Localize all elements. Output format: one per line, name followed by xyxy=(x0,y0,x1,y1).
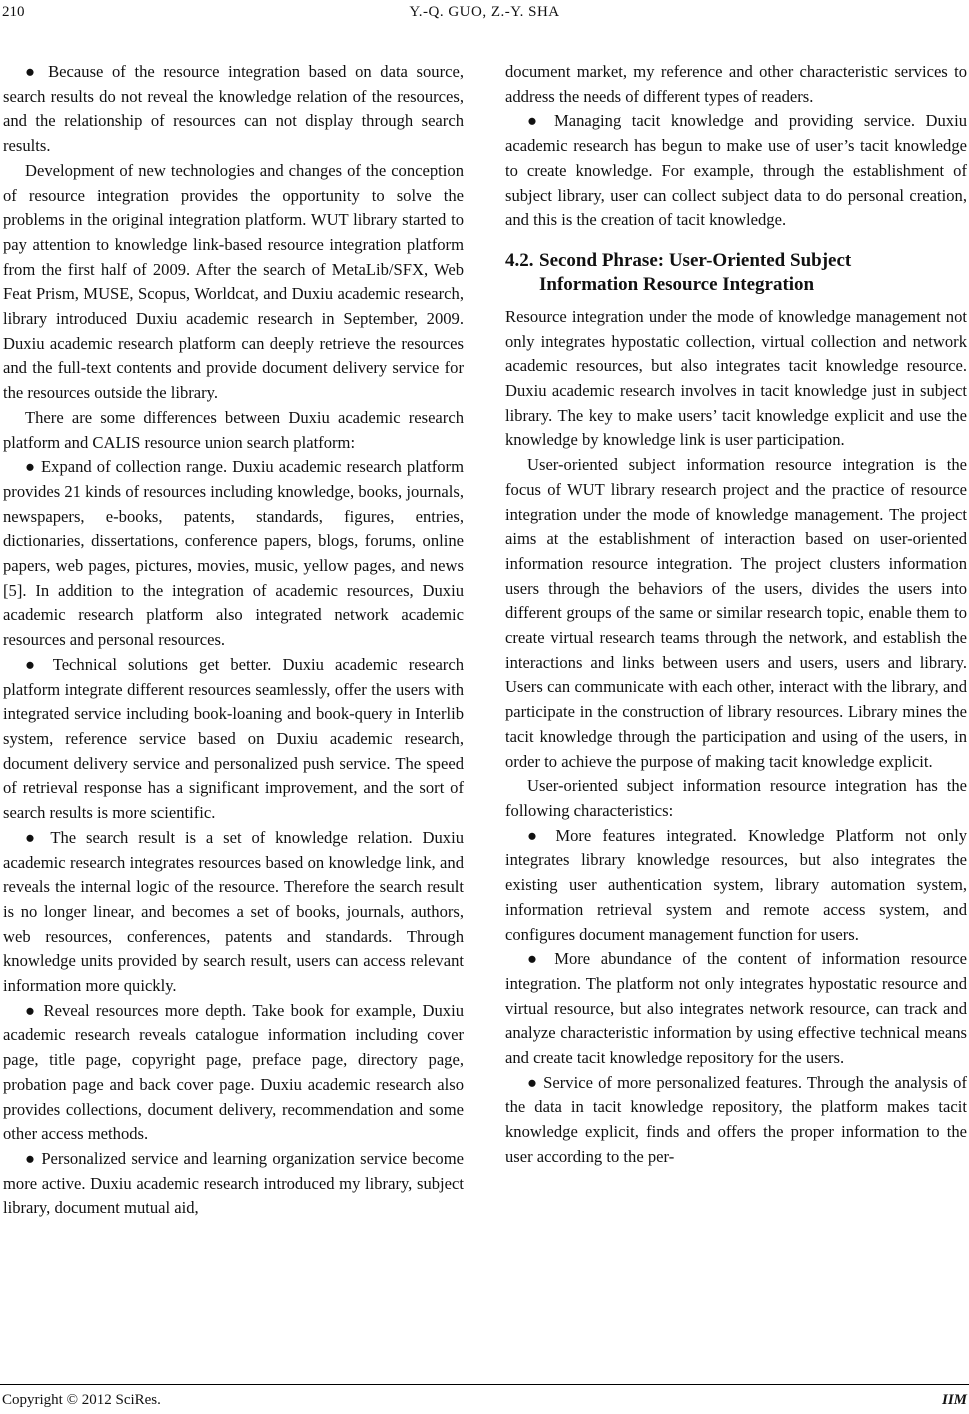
section-number: 4.2. xyxy=(505,249,534,271)
section-title-line1: Second Phrase: User-Oriented Subject xyxy=(539,249,852,271)
left-column xyxy=(3,60,464,1221)
paragraph: User-oriented subject information resource integration has the following characteristics: xyxy=(505,776,967,820)
copyright-notice: Copyright © 2012 SciRes. xyxy=(2,1392,161,1408)
paragraph: ● The search result is a set of knowledge relation. Duxiu academic research integrates resources based on knowledge link, and reveals the internal logic of the resource. Therefore the search result is no longer linear, and becomes a set of books, journals, authors, web resources, conferences, patents and standards. Through knowledge units provided by search result, users can access relevant information more quickly. xyxy=(3,827,464,996)
section-heading xyxy=(505,249,967,297)
right-column xyxy=(505,60,967,1170)
paragraph: ● Technical solutions get better. Duxiu academic research platform integrate different resources seamlessly, offer the users with integrated service including book-loaning and book-query in Interlib system, reference service based on Duxiu academic research, document delivery service and personalized push service. The speed of retrieval response has a significant improvement, and the sort of search results is more scientific. xyxy=(3,654,464,823)
paragraph: ● More features integrated. Knowledge Platform not only integrates library knowledge resources, but also integrates the existing user authentication system, library automation system, information retrieval system and remote access system, and configures document management function for users. xyxy=(505,825,967,944)
running-title: Y.-Q. GUO, Z.-Y. SHA xyxy=(409,4,560,20)
paragraph: ● Expand of collection range. Duxiu academic research platform provides 21 kinds of resources including knowledge, books, journals, newspapers, e-books, patents, standards, figures, entries, dictionaries, dissertations, conference papers, blogs, forums, online papers, web pages, pictures, movies, music, yellow pages, and news [5]. In addition to the integration of academic resources, Duxiu academic research platform also integrated network academic resources and personal resources. xyxy=(3,457,464,650)
paragraph: There are some differences between Duxiu academic research platform and CALIS resource union search platform: xyxy=(3,407,464,452)
footer-divider xyxy=(0,1384,969,1385)
paragraph: ● Reveal resources more depth. Take book for example, Duxiu academic research reveals catalogue information including cover page, title page, copyright page, preface page, directory page, probation page and back cover page. Duxiu academic research also provides collections, document delivery, recommendation and some other access methods. xyxy=(3,1000,464,1144)
section-title-line2: Information Resource Integration xyxy=(539,273,815,295)
paragraph: Resource integration under the mode of knowledge management not only integrates hypostatic collection, virtual collection and network academic resources, but also integrates tacit knowledge resource. Duxiu academic research involves in tacit knowledge just in subject library. The key to make users’ tacit knowledge explicit and use the knowledge by knowledge link is user participation. xyxy=(505,306,967,450)
paragraph: ● More abundance of the content of information resource integration. The platform not only integrates hypostatic resource and virtual resource, but also integrates network resource, can track and analyze characteristic information by using effective technical means and create tacit knowledge repository for the users. xyxy=(505,949,967,1068)
paragraph: ● Managing tacit knowledge and providing service. Duxiu academic research has begun to make use of user’s tacit knowledge to create knowledge. For example, through the establishment of subject library, user can collect subject data to do personal creation, and this is the creation of tacit knowledge. xyxy=(505,111,967,230)
paragraph: Development of new technologies and changes of the conception of resource integration provides the opportunity to solve the problems in the original integration platform. WUT library started to pay attention to knowledge link-based resource integration platform from the first half of 2009. After the search of MetaLib/SFX, Web Feat Prism, MUSE, Scopus, Worldcat, and Duxiu academic research, library introduced Duxiu academic research in September, 2009. Duxiu academic research platform can deeply retrieve the resources and the full-text contents and provide document delivery service for the resources outside the library. xyxy=(3,160,464,403)
paragraph: User-oriented subject information resource integration is the focus of WUT library research project and the practice of resource integration under the mode of knowledge management. The project aims at the establishment of interaction based on user-oriented information resource integration. The project clusters information users through the behaviors of the users, divides the users into different groups of the same or similar research topic, enable them to create virtual research teams through the network, and establish the interactions and links between users and users, users and library. Users can communicate with each other, interact with the library, and participate in the construction of library resources. Library mines the tacit knowledge through the participation and using of the users, in order to achieve the purpose of making tacit knowledge explicit. xyxy=(505,455,967,771)
paragraph: ● Personalized service and learning organization service become more active. Duxiu academic research introduced my library, subject library, document mutual aid, xyxy=(3,1148,464,1218)
journal-abbreviation: IIM xyxy=(941,1392,967,1408)
paragraph: ● Service of more personalized features. Through the analysis of the data in tacit knowledge repository, the platform makes tacit knowledge explicit, finds and offers the proper information to the user according to the per- xyxy=(505,1072,967,1166)
paragraph: document market, my reference and other characteristic services to address the needs of different types of readers. xyxy=(505,62,967,106)
page-number: 210 xyxy=(2,4,25,20)
paragraph: ● Because of the resource integration based on data source, search results do not reveal the knowledge relation of the resources, and the relationship of resources can not display through search results. xyxy=(3,62,464,156)
